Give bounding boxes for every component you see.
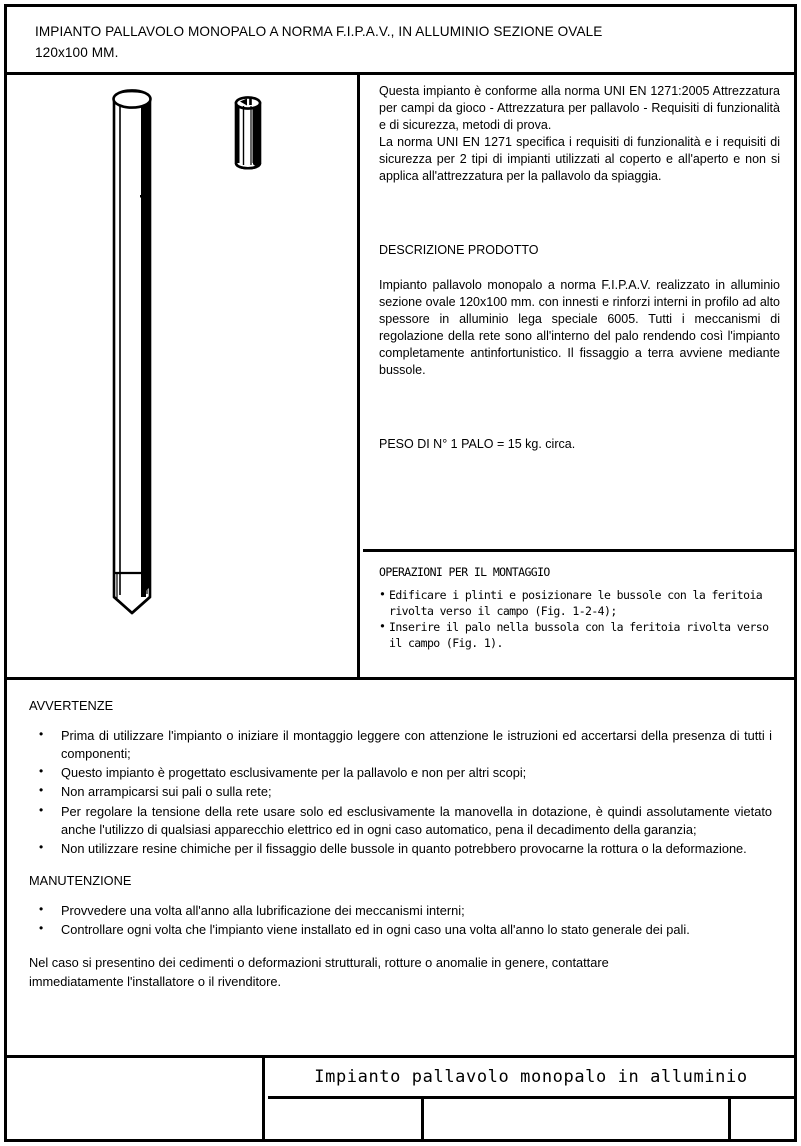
title-block-product-name-cell	[268, 1058, 794, 1099]
header-band	[7, 7, 794, 75]
sleeve-graphic	[236, 97, 260, 168]
text-panel	[363, 75, 794, 680]
description-title: DESCRIZIONE PRODOTTO	[379, 243, 539, 257]
list-item: • Edificare i plinti e posizionare le bussole con la feritoia rivolta verso il campo (Fig. 1-2-4);	[379, 588, 780, 619]
title-block-right	[268, 1058, 794, 1139]
pole-weight-text: PESO DI N° 1 PALO = 15 kg. circa.	[379, 437, 576, 451]
spacer	[379, 379, 780, 436]
list-item: • Non utilizzare resine chimiche per il fissaggio delle bussole in quanto potrebbero provocarne la rottura o la deformazione.	[53, 840, 772, 858]
main-content-region	[7, 75, 794, 680]
warnings-title: AVVERTENZE	[29, 698, 114, 713]
title-block-cell-a	[268, 1099, 424, 1139]
spacer	[29, 940, 772, 954]
description-body: Impianto pallavolo monopalo a norma F.I.P.A.V. realizzato in alluminio sezione ovale 120x100 mm. con innesti e rinforzi interni in profilo ad alto spessore in alluminio lega speciale 6005. Tutti i meccanismi di regolazione della rete sono all'interno del palo rendendo così l'impianto completamente antinfortunistico. Il fissaggio a terra avviene mediante bussole.	[379, 278, 780, 377]
page-title: IMPIANTO PALLAVOLO MONOPALO A NORMA F.I.P.A.V., IN ALLUMINIO SEZIONE OVALE 120x100 MM.	[35, 24, 603, 61]
title-block-cell-b	[424, 1099, 731, 1139]
list-item: • Controllare ogni volta che l'impianto viene installato ed in ogni caso una volta all'anno lo stato generale dei pali.	[53, 921, 772, 939]
list-item: • Provvedere una volta all'anno alla lubrificazione dei meccanismi interni;	[53, 902, 772, 920]
list-item: • Questo impianto è progettato esclusivamente per la pallavolo e non per altri scopi;	[53, 764, 772, 782]
maintenance-list	[29, 902, 772, 939]
description-panel	[363, 75, 794, 552]
title-block-cell-c	[731, 1099, 794, 1139]
closing-note: Nel caso si presentino dei cedimenti o deformazioni strutturali, rotture o anomalie in genere, contattare immediatamente l'installatore o il rivenditore.	[29, 955, 609, 989]
title-block	[7, 1058, 794, 1139]
spacer	[379, 185, 780, 242]
pole-graphic	[114, 90, 151, 613]
list-item: • Prima di utilizzare l'impianto o iniziare il montaggio leggere con attenzione le istruzioni ed accertarsi della presenza di tutti i componenti;	[53, 727, 772, 763]
warnings-panel	[7, 680, 794, 1058]
list-item: • Non arrampicarsi sui pali o sulla rete;	[53, 783, 772, 801]
mounting-instructions-panel	[363, 552, 794, 680]
list-item: • Inserire il palo nella bussola con la feritoia rivolta verso il campo (Fig. 1).	[379, 620, 780, 651]
spacer	[379, 259, 780, 277]
mounting-steps-list	[379, 588, 780, 652]
volleyball-post-drawing	[7, 75, 360, 680]
title-block-logo-cell	[7, 1058, 265, 1139]
norm-paragraph-2: La norma UNI EN 1271 specifica i requisiti di funzionalità e i requisiti di sicurezza per 2 tipi di impianti utilizzati al coperto e all'aperto e non si applica all'attrezzatura per la pallavolo da spiaggia.	[379, 135, 780, 183]
technical-drawing-panel	[7, 75, 360, 680]
norm-paragraph-1: Questa impianto è conforme alla norma UNI EN 1271:2005 Attrezzatura per campi da gioco - Attrezzatura per pallavolo - Requisiti di funzionalità e di sicurezza, metodi di prova.	[379, 84, 780, 132]
title-block-bottom-row	[268, 1099, 794, 1139]
product-name-text: Impianto pallavolo monopalo in alluminio	[314, 1067, 748, 1087]
warnings-list	[29, 727, 772, 858]
spacer	[29, 859, 772, 873]
list-item: • Per regolare la tensione della rete usare solo ed esclusivamente la manovella in dotazione, è quindi assolutamente vietato anche l'utilizzo di qualsiasi apparecchio elettrico ed in ogni caso automatico, pena il decadimento della garanzia;	[53, 803, 772, 839]
maintenance-title: MANUTENZIONE	[29, 873, 132, 889]
mounting-title: OPERAZIONI PER IL MONTAGGIO	[379, 565, 550, 579]
